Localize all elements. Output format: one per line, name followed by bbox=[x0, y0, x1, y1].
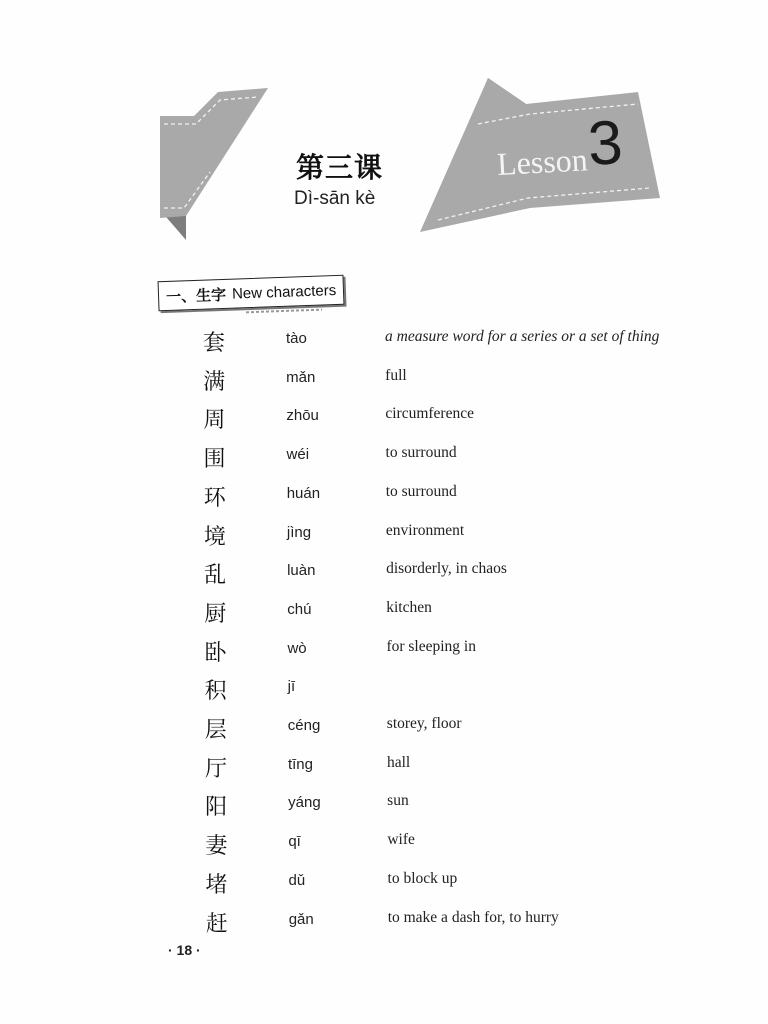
vocab-meaning: to surround bbox=[385, 482, 457, 500]
vocab-meaning: a measure word for a series or a set of thing bbox=[385, 328, 660, 345]
vocab-hanzi: 积 bbox=[204, 679, 227, 705]
vocab-hanzi: 厅 bbox=[204, 756, 227, 782]
vocab-pinyin: luàn bbox=[287, 562, 316, 580]
vocab-pinyin: zhōu bbox=[286, 407, 319, 425]
vocab-hanzi: 乱 bbox=[204, 563, 227, 589]
lesson-label: Lesson bbox=[496, 141, 589, 183]
vocab-hanzi: 环 bbox=[203, 485, 226, 511]
vocab-pinyin: qī bbox=[288, 833, 301, 851]
vocab-meaning: environment bbox=[385, 521, 465, 539]
vocab-hanzi: 围 bbox=[203, 447, 226, 473]
vocab-hanzi: 堵 bbox=[205, 872, 228, 898]
vocab-pinyin: tīng bbox=[287, 755, 313, 773]
vocab-meaning: wife bbox=[387, 831, 415, 849]
vocab-meaning: to block up bbox=[387, 869, 458, 887]
section-heading-chinese: 一、生字 bbox=[165, 285, 227, 306]
vocab-hanzi: 厨 bbox=[204, 601, 227, 627]
vocab-pinyin: yáng bbox=[288, 794, 321, 812]
vocab-meaning: sun bbox=[387, 792, 409, 810]
vocab-pinyin: céng bbox=[287, 717, 321, 734]
section-underline bbox=[246, 309, 322, 314]
vocab-hanzi: 卧 bbox=[204, 640, 227, 666]
vocab-meaning: for sleeping in bbox=[386, 637, 476, 655]
vocab-meaning: kitchen bbox=[386, 598, 432, 616]
vocab-meaning: disorderly, in chaos bbox=[386, 560, 507, 578]
vocab-meaning: to surround bbox=[385, 444, 457, 462]
vocab-hanzi: 套 bbox=[203, 331, 226, 356]
vocab-hanzi: 境 bbox=[203, 524, 226, 550]
vocab-pinyin: chú bbox=[287, 600, 312, 618]
left-ribbon bbox=[160, 88, 268, 218]
vocab-hanzi: 层 bbox=[204, 718, 227, 743]
vocab-meaning: circumference bbox=[385, 405, 474, 423]
vocab-pinyin: jìng bbox=[286, 523, 312, 541]
vocab-hanzi: 周 bbox=[203, 408, 226, 434]
vocab-hanzi: 赶 bbox=[205, 911, 228, 937]
vocab-meaning: hall bbox=[386, 753, 411, 771]
page-number: · 18 · bbox=[168, 942, 201, 958]
vocab-hanzi: 满 bbox=[203, 369, 226, 395]
vocab-pinyin: gǎn bbox=[288, 910, 314, 928]
vocab-pinyin: huán bbox=[286, 484, 321, 502]
lesson-number: 3 bbox=[586, 108, 625, 179]
vocab-pinyin: wò bbox=[287, 639, 307, 657]
lesson-title-chinese: 第三课 bbox=[296, 151, 384, 184]
vocab-pinyin: wéi bbox=[286, 446, 310, 464]
vocab-hanzi: 阳 bbox=[205, 795, 228, 821]
vocab-pinyin: mǎn bbox=[286, 368, 316, 386]
vocab-pinyin: dǔ bbox=[288, 871, 306, 889]
lesson-banner bbox=[0, 0, 768, 300]
vocab-meaning: to make a dash for, to hurry bbox=[387, 908, 559, 926]
vocab-meaning: full bbox=[385, 366, 407, 384]
vocab-pinyin: jī bbox=[287, 678, 296, 696]
vocab-pinyin: tào bbox=[286, 330, 307, 347]
lesson-title-pinyin: Dì-sān kè bbox=[294, 188, 376, 209]
vocab-meaning: storey, floor bbox=[386, 715, 462, 732]
vocab-hanzi: 妻 bbox=[205, 834, 228, 860]
section-heading-english: New characters bbox=[231, 281, 337, 303]
section-heading bbox=[158, 275, 345, 311]
